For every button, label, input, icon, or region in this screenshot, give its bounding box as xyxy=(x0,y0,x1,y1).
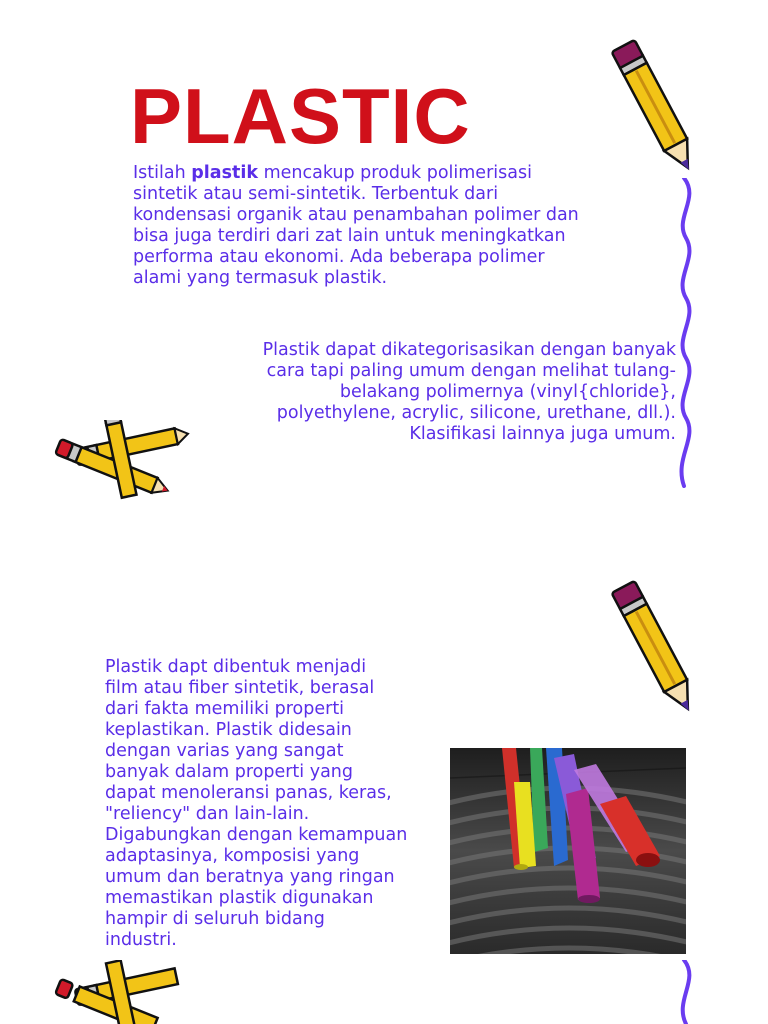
text-line: cara tapi paling umum dengan melihat tulang- xyxy=(266,361,676,381)
text-line: dari fakta memiliki properti xyxy=(105,699,345,719)
text-line: performa atau ekonomi. Ada beberapa polimer xyxy=(133,247,545,267)
text-line: memastikan plastik digunakan xyxy=(105,888,374,908)
text-line: polyethylene, acrylic, silicone, urethane, dll.). xyxy=(276,403,676,423)
wavy-line-icon xyxy=(672,178,702,488)
text-line: keplastikan. Plastik didesain xyxy=(105,720,352,740)
text-line: Plastik dapt dibentuk menjadi xyxy=(105,657,367,677)
crossed-pencils-icon xyxy=(52,960,192,1024)
intro-paragraph xyxy=(133,163,643,289)
text-line: belakang polimernya (vinyl{chloride}, xyxy=(339,382,676,402)
crossed-pencils-icon xyxy=(52,420,192,510)
text-line: "reliency" dan lain-lain. xyxy=(105,804,310,824)
text-line: Istilah plastik mencakup produk polimerisasi xyxy=(133,163,532,183)
text-line: banyak dalam properti yang xyxy=(105,762,353,782)
text-line: umum dan beratnya yang ringan xyxy=(105,867,395,887)
text-line: industri. xyxy=(105,930,177,950)
text-line: dengan varias yang sangat xyxy=(105,741,344,761)
classification-paragraph xyxy=(200,340,676,445)
page-title: PLASTIC xyxy=(130,72,471,160)
text-line: Klasifikasi lainnya juga umum. xyxy=(409,424,676,444)
plastic-tubes-photo xyxy=(450,748,686,954)
text-line: Digabungkan dengan kemampuan xyxy=(105,825,408,845)
text-line: dapat menoleransi panas, keras, xyxy=(105,783,392,803)
wavy-line-icon xyxy=(672,960,702,1024)
text-line: bisa juga terdiri dari zat lain untuk meningkatkan xyxy=(133,226,566,246)
text-line: kondensasi organik atau penambahan polimer dan xyxy=(133,205,579,225)
keyword-plastik: plastik xyxy=(191,163,259,183)
text-line: alami yang termasuk plastik. xyxy=(133,268,388,288)
text-line: sintetik atau semi-sintetik. Terbentuk dari xyxy=(133,184,499,204)
text-line: film atau fiber sintetik, berasal xyxy=(105,678,375,698)
text-line: hampir di seluruh bidang xyxy=(105,909,325,929)
text-line: adaptasinya, komposisi yang xyxy=(105,846,360,866)
pencil-icon xyxy=(600,26,710,186)
forming-paragraph xyxy=(105,657,440,951)
pencil-icon xyxy=(600,567,710,727)
text-line: Plastik dapat dikategorisasikan dengan banyak xyxy=(262,340,676,360)
